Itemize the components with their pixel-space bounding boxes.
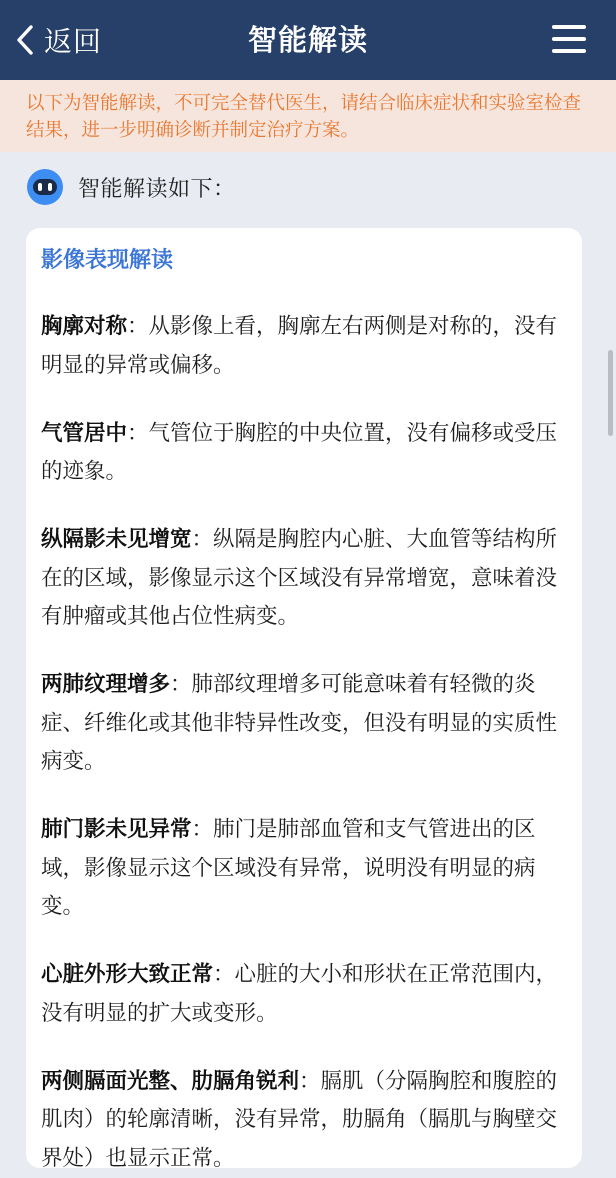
finding-separator: ：: [127, 314, 149, 339]
scrollbar-thumb[interactable]: [608, 350, 613, 436]
finding-text: 肺部纹理增多可能意味着有轻微的炎症、纤维化或其他非特异性改变，但没有明显的实质性病变。: [41, 672, 557, 774]
finding-item: [41, 415, 566, 492]
finding-title: 胸廓对称: [41, 314, 127, 339]
finding-title: 心脏外形大致正常: [41, 962, 213, 987]
disclaimer-notice: 以下为智能解读，不可完全替代医生，请结合临床症状和实验室检查结果，进一步明确诊断并制定治疗方案。: [0, 80, 616, 152]
finding-text: 心脏的大小和形状在正常范围内，没有明显的扩大或变形。: [41, 962, 557, 1026]
finding-separator: ：: [213, 962, 235, 987]
finding-title: 两肺纹理增多: [41, 672, 170, 697]
finding-item: [41, 666, 566, 782]
finding-separator: ：: [192, 527, 214, 552]
finding-separator: ：: [299, 1069, 321, 1094]
finding-separator: ：: [170, 672, 192, 697]
top-navigation-bar: [0, 0, 616, 80]
assistant-intro: [26, 167, 236, 207]
finding-item: [41, 956, 566, 1033]
page-title: 智能解读: [0, 0, 616, 80]
intro-text: 智能解读如下：: [78, 172, 236, 203]
back-label: 返回: [44, 20, 102, 60]
finding-text: 肺门是肺部血管和支气管进出的区域，影像显示这个区域没有异常，说明没有明显的病变。: [41, 817, 536, 919]
finding-title: 纵隔影未见增宽: [41, 527, 192, 552]
finding-text: 膈肌（分隔胸腔和腹腔的肌肉）的轮廓清晰，没有异常，肋膈角（膈肌与胸壁交界处）也显示正常。: [41, 1069, 557, 1171]
section-title: 影像表现解读: [41, 242, 566, 280]
interpretation-card: [26, 228, 582, 1168]
finding-item: [41, 1063, 566, 1178]
finding-text: 气管位于胸腔的中央位置，没有偏移或受压的迹象。: [41, 421, 557, 485]
finding-title: 两侧膈面光整、肋膈角锐利: [41, 1069, 299, 1094]
robot-avatar-icon: [26, 168, 64, 206]
finding-title: 气管居中: [41, 421, 127, 446]
finding-separator: ：: [127, 421, 149, 446]
finding-item: [41, 521, 566, 637]
finding-text: 纵隔是胸腔内心脏、大血管等结构所在的区域，影像显示这个区域没有异常增宽，意味着没有肿瘤或其他占位性病变。: [41, 527, 557, 629]
hamburger-menu-icon[interactable]: [552, 22, 586, 56]
finding-separator: ：: [192, 817, 214, 842]
finding-text: 从影像上看，胸廓左右两侧是对称的，没有明显的异常或偏移。: [41, 314, 557, 378]
finding-item: [41, 811, 566, 927]
finding-title: 肺门影未见异常: [41, 817, 192, 842]
finding-item: [41, 308, 566, 385]
